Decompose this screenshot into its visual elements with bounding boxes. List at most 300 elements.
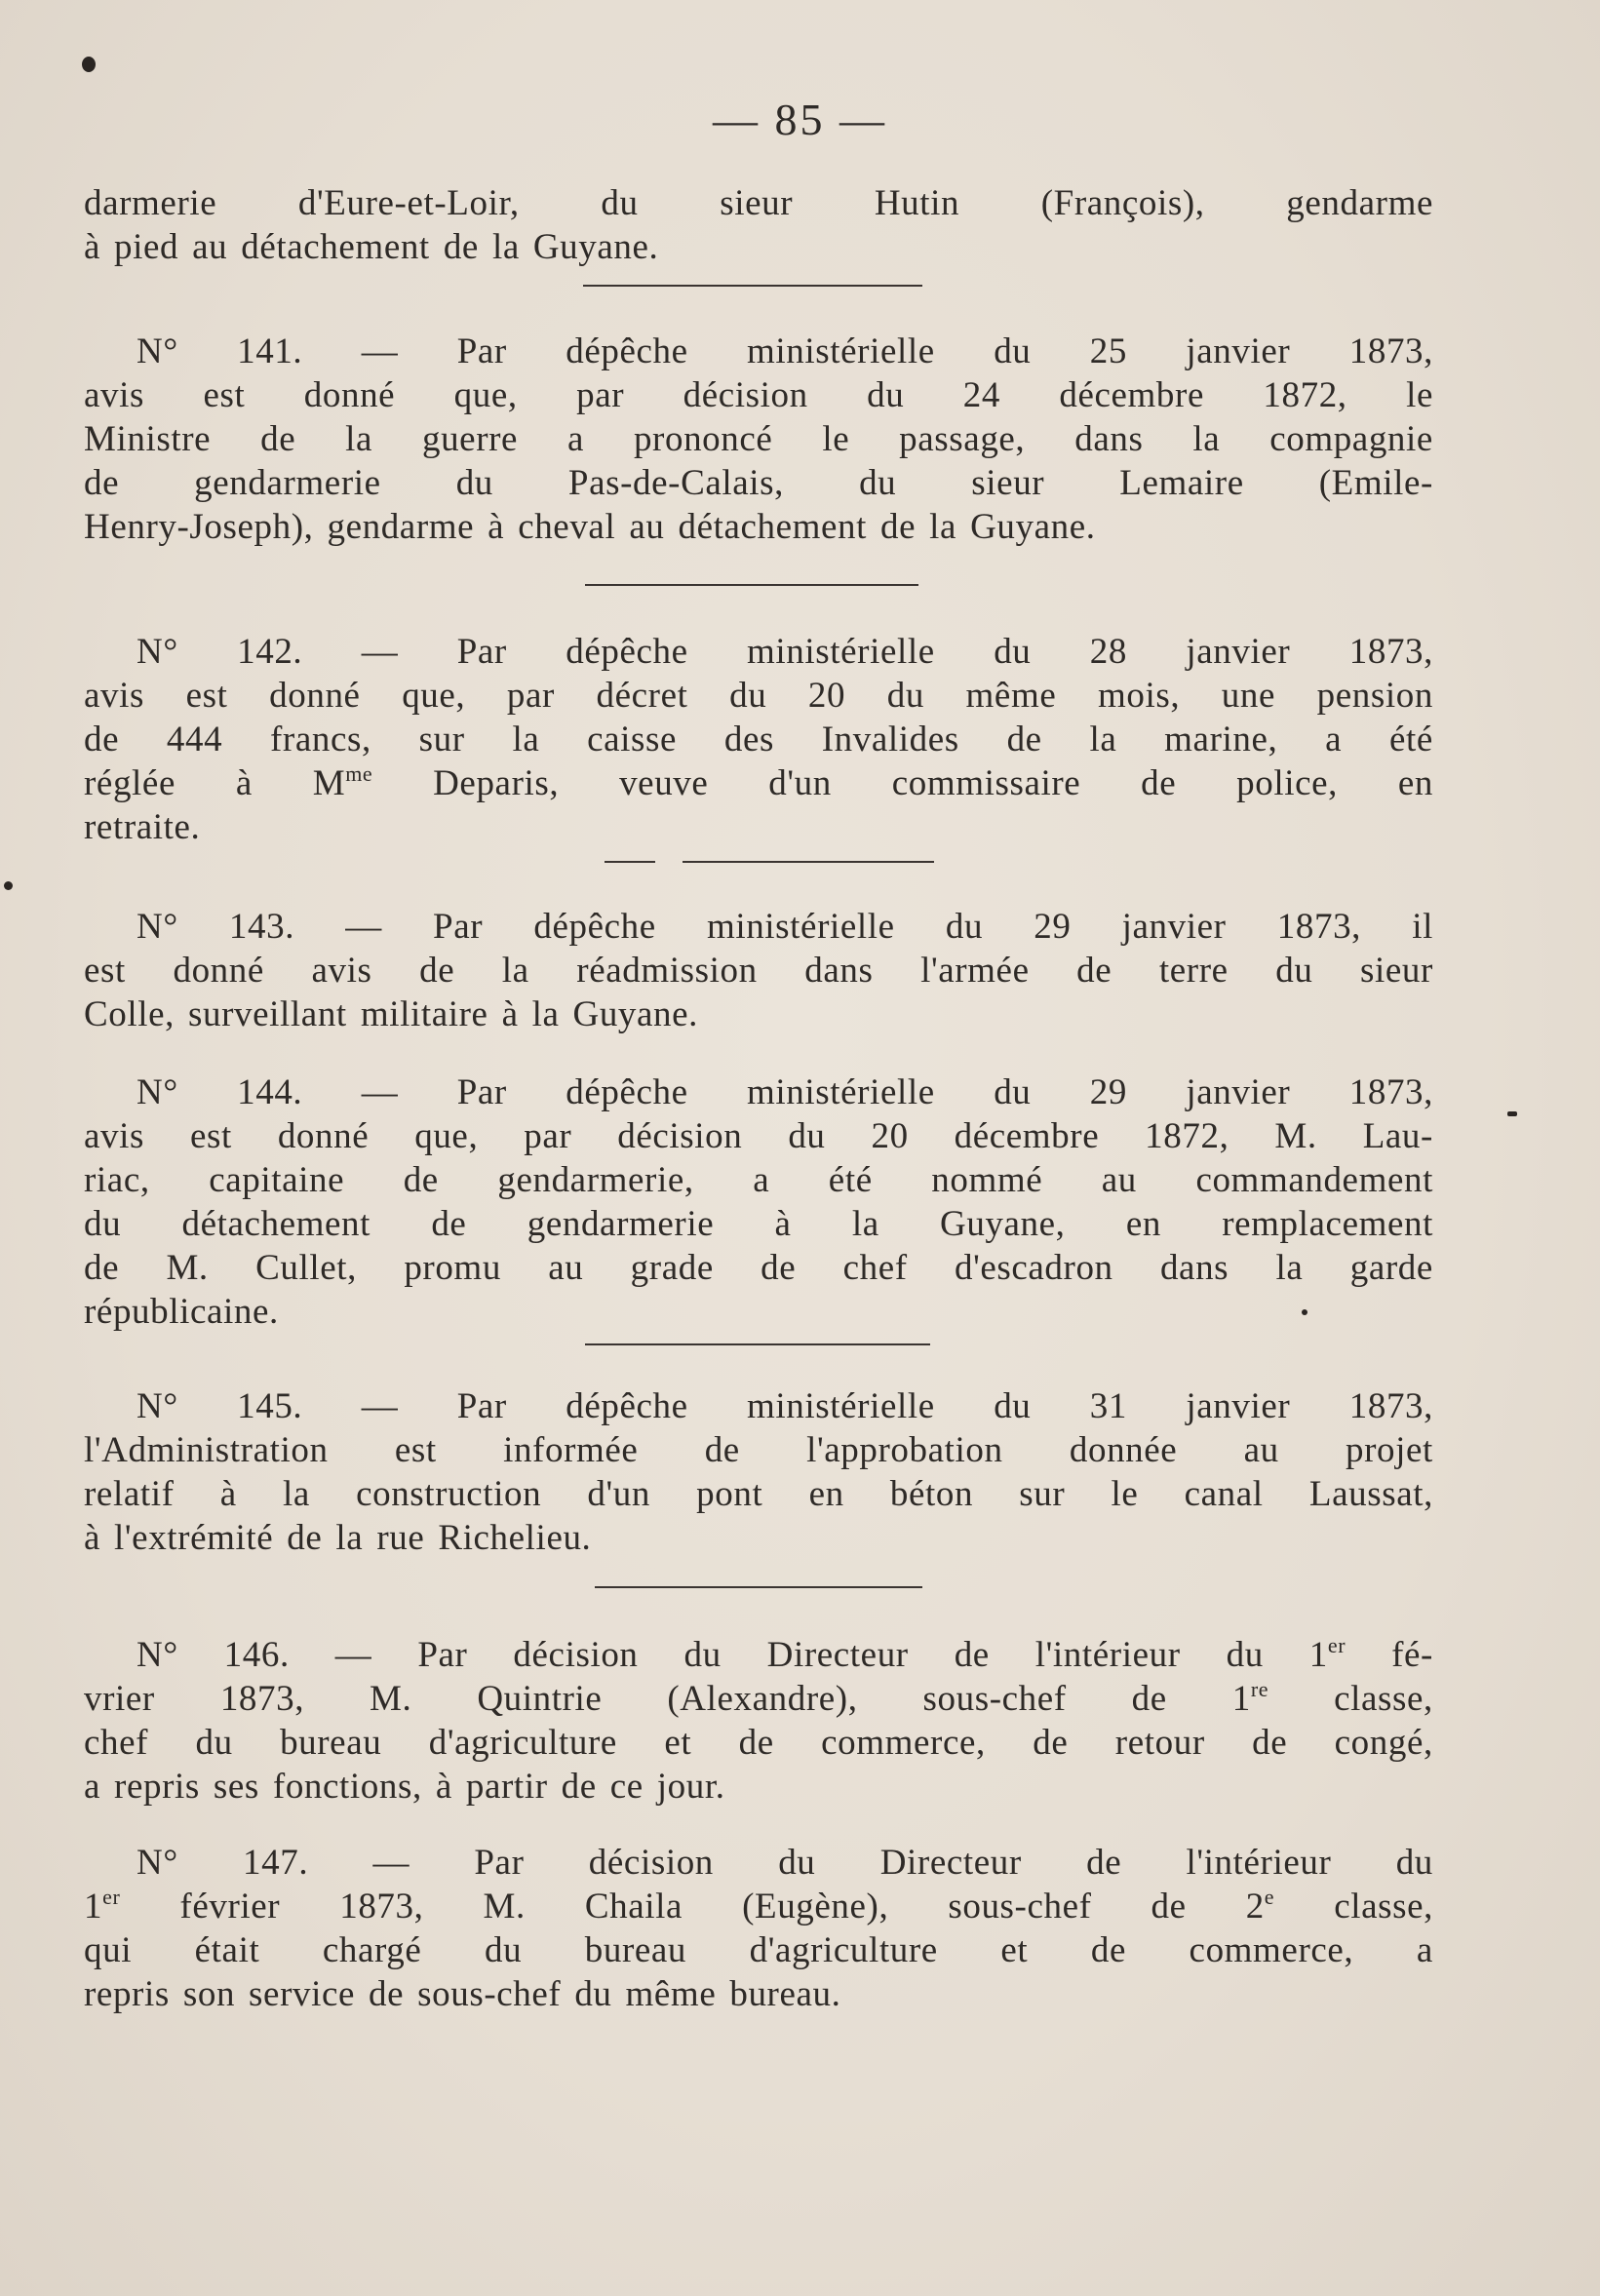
word: janvier	[1186, 331, 1291, 371]
word: de	[1086, 1843, 1122, 1883]
word: Par	[474, 1843, 525, 1883]
word: la	[501, 951, 529, 991]
word: est	[203, 375, 246, 415]
word: du	[788, 1116, 826, 1156]
word: de	[738, 1723, 774, 1763]
word: 1873,	[1348, 632, 1433, 672]
word: mois,	[1097, 676, 1181, 716]
word: veuve	[619, 763, 709, 803]
word: Quintrie	[477, 1679, 603, 1719]
word: 20	[871, 1116, 909, 1156]
word: congé,	[1334, 1723, 1433, 1763]
word: ministérielle	[747, 331, 935, 371]
paragraph-144	[84, 1070, 1433, 1334]
word: classe,	[1334, 1887, 1433, 1926]
word: de	[561, 1767, 597, 1807]
word: décision	[588, 1843, 714, 1883]
word: Par	[433, 907, 484, 947]
word: 1re	[1231, 1677, 1269, 1719]
word: surveillant	[188, 994, 347, 1034]
word: —	[345, 907, 382, 947]
word: sur	[1019, 1474, 1066, 1514]
word: caisse	[587, 720, 678, 759]
word: fé-	[1391, 1635, 1433, 1675]
word: 24	[962, 375, 1000, 415]
word: la	[345, 419, 373, 459]
word: ses	[213, 1767, 259, 1807]
word: en	[808, 1474, 844, 1514]
text-line	[84, 1677, 1433, 1721]
word: le	[822, 419, 850, 459]
word: que,	[453, 375, 518, 415]
word: —	[361, 331, 399, 371]
word: détachement	[678, 507, 868, 547]
text-line	[84, 1472, 1433, 1516]
text-line	[84, 674, 1433, 718]
text-line	[84, 1972, 1433, 2016]
word: l'intérieur	[1034, 1635, 1181, 1675]
word: informée	[503, 1430, 639, 1470]
word: le	[1406, 375, 1433, 415]
word: Pas-de-Calais,	[567, 463, 785, 503]
word: commerce,	[821, 1723, 986, 1763]
word: du	[778, 1843, 816, 1883]
word: 1872,	[1263, 375, 1347, 415]
word: gendarmerie	[527, 1204, 715, 1244]
ink-spot	[4, 881, 13, 890]
word: bureau	[280, 1723, 382, 1763]
text-line	[84, 1070, 1433, 1114]
word: donnée	[1069, 1430, 1178, 1470]
word: construction	[356, 1474, 542, 1514]
word: à	[774, 1204, 792, 1244]
word: —	[372, 1843, 410, 1883]
word: Lau-	[1362, 1116, 1433, 1156]
word: Chaila	[584, 1887, 683, 1926]
text-line	[84, 1928, 1433, 1972]
word: de	[1006, 720, 1042, 759]
word: de	[880, 507, 917, 547]
text-line	[84, 905, 1433, 949]
word: dépêche	[533, 907, 656, 947]
word: du	[859, 463, 897, 503]
word: réglée	[84, 763, 176, 803]
text-line	[84, 505, 1433, 549]
text-line	[84, 1246, 1433, 1290]
word: de	[1076, 951, 1112, 991]
word: bureau.	[729, 1974, 841, 2014]
word: pied	[114, 227, 179, 267]
word: du	[1226, 1635, 1264, 1675]
word: ministérielle	[706, 907, 895, 947]
word: à	[488, 507, 505, 547]
word: projet	[1346, 1430, 1433, 1470]
word: du	[994, 331, 1032, 371]
word: dans	[1074, 419, 1144, 459]
word: 1873,	[339, 1887, 424, 1926]
word: par	[506, 676, 555, 716]
word: la	[491, 227, 520, 267]
word: 2e	[1245, 1885, 1275, 1926]
word: l'intérieur	[1186, 1843, 1332, 1883]
word: de	[369, 1974, 405, 2014]
word: —	[334, 1635, 372, 1675]
word: détachement	[181, 1204, 371, 1244]
word: du	[195, 1723, 233, 1763]
word: son	[182, 1974, 236, 2014]
word: du	[485, 1930, 523, 1970]
text-line	[84, 1721, 1433, 1765]
paragraph-142	[84, 630, 1433, 849]
word: retraite.	[84, 807, 201, 847]
word: et	[664, 1723, 692, 1763]
word: est	[394, 1430, 437, 1470]
word: commissaire	[891, 763, 1081, 803]
word: décembre	[954, 1116, 1100, 1156]
text-line	[84, 1765, 1433, 1809]
word: 28	[1089, 632, 1127, 672]
word: avis	[84, 375, 145, 415]
word: 147.	[243, 1843, 309, 1883]
word: M.	[1274, 1116, 1317, 1156]
text-line	[84, 1428, 1433, 1472]
word: été	[1388, 720, 1433, 759]
word: Laussat,	[1308, 1474, 1433, 1514]
word: de	[1090, 1930, 1126, 1970]
word: décision	[513, 1635, 639, 1675]
word: gendarme	[1286, 183, 1433, 223]
word: de	[704, 1430, 740, 1470]
word: d'agriculture	[749, 1930, 938, 1970]
word: francs,	[270, 720, 371, 759]
word: à	[501, 994, 519, 1034]
word: 1873,	[1276, 907, 1362, 947]
word: l'armée	[920, 951, 1030, 991]
word: sieur	[971, 463, 1045, 503]
word: 141.	[237, 331, 303, 371]
word: la	[512, 720, 540, 759]
word: la	[335, 1518, 364, 1558]
word: prononcé	[633, 419, 773, 459]
word: au	[1101, 1160, 1137, 1200]
word: donné	[173, 951, 264, 991]
word: d'agriculture	[428, 1723, 617, 1763]
word: $M^{me}$	[312, 761, 373, 803]
text-line	[84, 1516, 1433, 1560]
word: 29	[1089, 1072, 1127, 1112]
word: 29	[1034, 907, 1072, 947]
paragraph-continuation	[84, 181, 1433, 269]
word: du	[886, 676, 924, 716]
word: nommé	[931, 1160, 1043, 1200]
word: 1873,	[1348, 1386, 1433, 1426]
word: d'un	[768, 763, 832, 803]
word: du	[455, 463, 493, 503]
word: repris	[114, 1767, 200, 1807]
section-divider	[583, 285, 922, 287]
word: pension	[1316, 676, 1433, 716]
word: janvier	[1186, 1386, 1291, 1426]
word: d'un	[587, 1474, 650, 1514]
text-line	[84, 373, 1433, 417]
word: au	[548, 1248, 584, 1288]
word: 1873,	[1348, 331, 1433, 371]
word: marine,	[1164, 720, 1278, 759]
word: rue	[376, 1518, 425, 1558]
paragraph-143	[84, 905, 1433, 1036]
text-line	[84, 1384, 1433, 1428]
word: (Emile-	[1318, 463, 1433, 503]
word: de	[1141, 763, 1177, 803]
word: du	[994, 632, 1032, 672]
word: de	[954, 1635, 990, 1675]
word: Henry-Joseph),	[84, 507, 314, 547]
word: (Eugène),	[742, 1887, 889, 1926]
word: que,	[414, 1116, 479, 1156]
word: 25	[1089, 331, 1127, 371]
word: était	[194, 1930, 260, 1970]
word: dépêche	[566, 1072, 688, 1112]
word: Deparis,	[433, 763, 560, 803]
word: en	[1397, 763, 1433, 803]
word: de	[1252, 1723, 1288, 1763]
word: 146.	[223, 1635, 290, 1675]
word: des	[723, 720, 774, 759]
word: retour	[1114, 1723, 1205, 1763]
word: est	[189, 1116, 232, 1156]
word: 444	[166, 720, 223, 759]
paragraph-146	[84, 1633, 1433, 1809]
word: décembre	[1059, 375, 1204, 415]
word: sieur	[720, 183, 794, 223]
word: est	[185, 676, 228, 716]
word: du	[601, 183, 639, 223]
word: service	[249, 1974, 356, 2014]
word: chef	[842, 1248, 908, 1288]
word: une	[1221, 676, 1276, 716]
word: 31	[1089, 1386, 1127, 1426]
word: avis	[311, 951, 372, 991]
word: du	[1275, 951, 1313, 991]
word: du	[84, 1204, 122, 1244]
word: Guyane,	[940, 1204, 1066, 1244]
word: à	[435, 1767, 452, 1807]
word: sieur	[1360, 951, 1433, 991]
word: vrier	[84, 1679, 155, 1719]
word: 144.	[237, 1072, 303, 1112]
text-line	[84, 630, 1433, 674]
word: capitaine	[209, 1160, 345, 1200]
word: à	[84, 1518, 101, 1558]
word: militaire	[360, 994, 488, 1034]
word: Directeur	[766, 1635, 909, 1675]
word: Par	[456, 1386, 507, 1426]
word: de	[84, 463, 120, 503]
text-line	[84, 1202, 1433, 1246]
word: Cullet,	[255, 1248, 357, 1288]
word: Guyane.	[572, 994, 699, 1034]
word: du	[945, 907, 984, 947]
word: darmerie	[84, 183, 217, 223]
word: N°	[137, 632, 178, 672]
word: du	[683, 1635, 722, 1675]
word: pont	[696, 1474, 763, 1514]
text-line	[84, 1633, 1433, 1677]
word: 142.	[237, 632, 303, 672]
word: ministérielle	[747, 1072, 935, 1112]
word: Par	[456, 331, 507, 371]
word: la	[1089, 720, 1117, 759]
word: Colle,	[84, 994, 176, 1034]
word: la	[851, 1204, 879, 1244]
word: 145.	[237, 1386, 303, 1426]
word: classe,	[1334, 1679, 1433, 1719]
word: a	[84, 1767, 101, 1807]
word: Ministre	[84, 419, 212, 459]
word: sous-chef	[922, 1679, 1067, 1719]
text-line	[84, 330, 1433, 373]
word: est	[84, 951, 126, 991]
word: décision	[683, 375, 808, 415]
word: janvier	[1186, 632, 1291, 672]
word: sous-chef	[948, 1887, 1092, 1926]
word: canal	[1184, 1474, 1264, 1514]
word: de	[1131, 1679, 1167, 1719]
word: du	[729, 676, 767, 716]
word: de	[431, 1204, 467, 1244]
text-line	[84, 805, 1433, 849]
word: du	[867, 375, 905, 415]
word: Directeur	[879, 1843, 1022, 1883]
word: 1872,	[1145, 1116, 1229, 1156]
word: M.	[483, 1887, 526, 1926]
word: a	[1325, 720, 1343, 759]
word: sur	[418, 720, 465, 759]
word: de	[84, 1248, 120, 1288]
word: partir	[465, 1767, 548, 1807]
word: a	[567, 419, 585, 459]
word: même	[965, 676, 1057, 716]
word: d'escadron	[954, 1248, 1113, 1288]
word: l'approbation	[806, 1430, 1003, 1470]
word: 20	[807, 676, 846, 716]
section-divider	[605, 861, 655, 863]
word: a	[753, 1160, 770, 1200]
word: par	[576, 375, 625, 415]
section-divider	[683, 861, 934, 863]
word: compagnie	[1269, 419, 1433, 459]
word: Guyane.	[970, 507, 1096, 547]
word: Guyane.	[532, 227, 659, 267]
word: Richelieu.	[438, 1518, 592, 1558]
word: ministérielle	[747, 1386, 935, 1426]
word: dépêche	[566, 1386, 688, 1426]
word: même	[625, 1974, 717, 2014]
word: terre	[1158, 951, 1229, 991]
word: qui	[84, 1930, 133, 1970]
word: à	[84, 227, 101, 267]
word: ce	[609, 1767, 644, 1807]
word: M.	[166, 1248, 209, 1288]
word: relatif	[84, 1474, 175, 1514]
word: riac,	[84, 1160, 150, 1200]
text-line	[84, 461, 1433, 505]
word: Invalides	[821, 720, 959, 759]
word: la	[929, 507, 957, 547]
word: d'Eure-et-Loir,	[297, 183, 520, 223]
word: guerre	[421, 419, 519, 459]
word: cheval	[518, 507, 616, 547]
word: à	[235, 763, 253, 803]
word: au	[629, 507, 665, 547]
word: de	[84, 720, 120, 759]
word: par	[524, 1116, 572, 1156]
word: repris	[84, 1974, 170, 2014]
ink-spot	[1507, 1111, 1517, 1116]
paragraph-141	[84, 330, 1433, 549]
word: il	[1412, 907, 1433, 947]
word: et	[1000, 1930, 1029, 1970]
word: 143.	[228, 907, 295, 947]
word: ministérielle	[747, 632, 935, 672]
word: commerce,	[1189, 1930, 1354, 1970]
word: du	[574, 1974, 612, 2014]
word: dépêche	[566, 331, 688, 371]
word: en	[1125, 1204, 1161, 1244]
word: N°	[137, 1072, 178, 1112]
word: (François),	[1040, 183, 1205, 223]
section-divider	[585, 1343, 930, 1345]
word: béton	[889, 1474, 974, 1514]
word: de	[761, 1248, 797, 1288]
word: Hutin	[874, 183, 960, 223]
word: décision	[617, 1116, 743, 1156]
text-line	[84, 1158, 1433, 1202]
word: la	[282, 1474, 310, 1514]
text-line	[84, 761, 1433, 805]
word: donné	[277, 1116, 370, 1156]
text-line	[84, 949, 1433, 992]
word: N°	[137, 331, 178, 371]
word: N°	[137, 1843, 178, 1883]
word: de	[403, 1160, 439, 1200]
word: donné	[303, 375, 396, 415]
word: février	[179, 1887, 281, 1926]
text-line	[84, 417, 1433, 461]
word: du	[994, 1072, 1032, 1112]
section-divider	[595, 1586, 922, 1588]
word: avis	[84, 1116, 145, 1156]
word: remplacement	[1222, 1204, 1433, 1244]
word: sous-chef	[417, 1974, 562, 2014]
word: de	[1033, 1723, 1069, 1763]
word: au	[1243, 1430, 1279, 1470]
ink-spot	[82, 57, 96, 72]
word: dépêche	[566, 632, 688, 672]
word: Par	[456, 1072, 507, 1112]
word: gendarme	[327, 507, 475, 547]
word: de	[1151, 1887, 1187, 1926]
word: que,	[402, 676, 466, 716]
word: —	[361, 1072, 399, 1112]
word: de	[287, 1518, 323, 1558]
word: jour.	[656, 1767, 725, 1807]
word: du	[1395, 1843, 1433, 1883]
word: 1er	[84, 1885, 121, 1926]
word: commandement	[1195, 1160, 1433, 1200]
word: chef	[84, 1723, 149, 1763]
word: 1873,	[1348, 1072, 1433, 1112]
